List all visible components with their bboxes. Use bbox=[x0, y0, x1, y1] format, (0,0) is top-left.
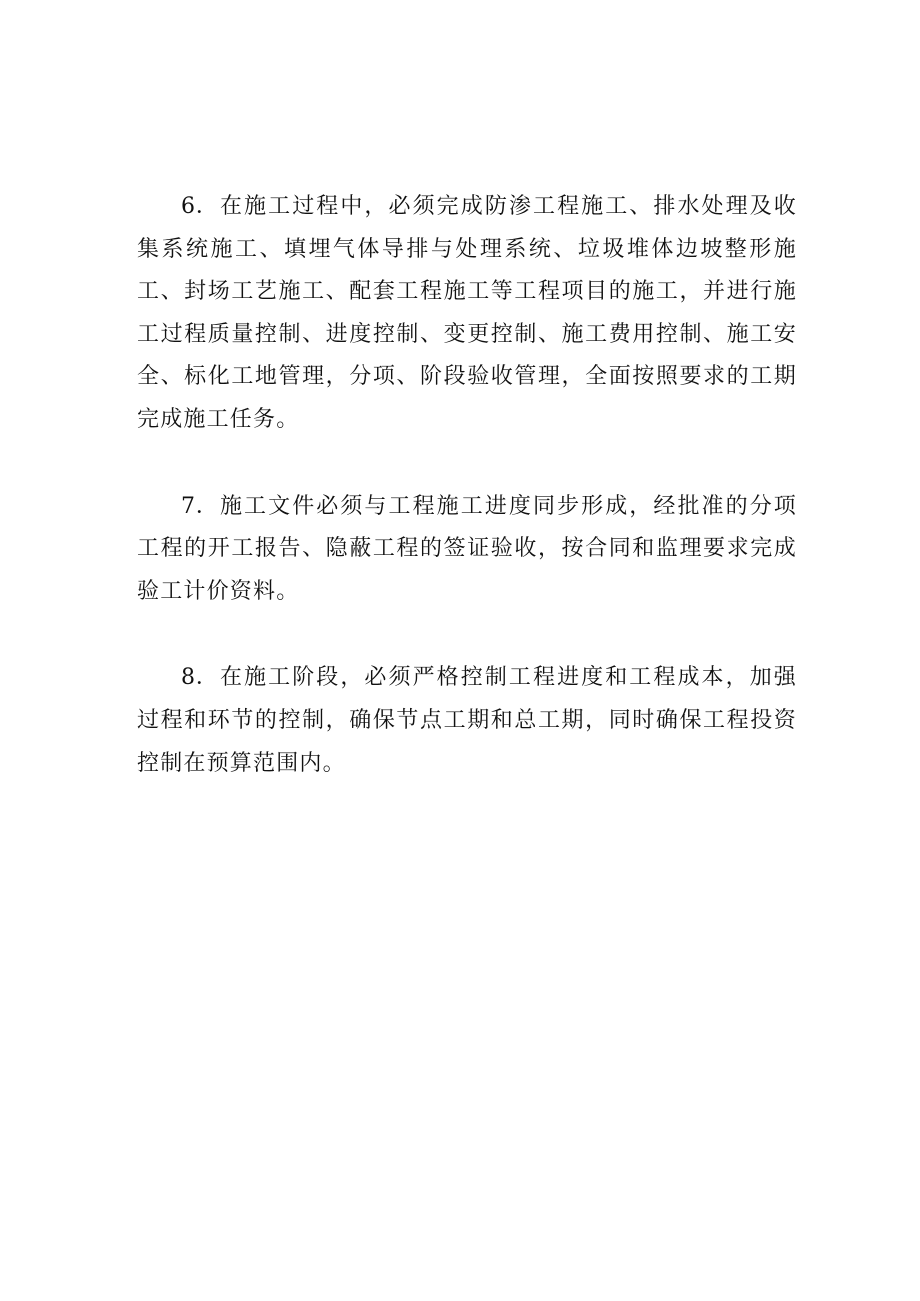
paragraph-6 bbox=[137, 186, 797, 442]
paragraph-text: ．在施工阶段，必须严格控制工程进度和工程成本，加强过程和环节的控制，确保节点工期和总工期，同时确保工程投资控制在预算范围内。 bbox=[137, 665, 797, 776]
paragraph-text: ．施工文件必须与工程施工进度同步形成，经批准的分项工程的开工报告、隐蔽工程的签证验收，按合同和监理要求完成验工计价资料。 bbox=[137, 493, 797, 604]
paragraph-text: ．在施工过程中，必须完成防渗工程施工、排水处理及收集系统施工、填埋气体导排与处理系统、垃圾堆体边坡整形施工、封场工艺施工、配套工程施工等工程项目的施工，并进行施工过程质量控制、进度控制、变更控制、施工费用控制、施工安全、标化工地管理，分项、阶段验收管理，全面按照要求的工期完成施工任务。 bbox=[137, 194, 797, 432]
paragraph-number: 8 bbox=[181, 665, 195, 691]
document-body bbox=[137, 186, 797, 785]
paragraph-7 bbox=[137, 486, 797, 614]
paragraph-8 bbox=[137, 657, 797, 785]
paragraph-number: 7 bbox=[181, 493, 195, 519]
paragraph-number: 6 bbox=[181, 194, 195, 219]
